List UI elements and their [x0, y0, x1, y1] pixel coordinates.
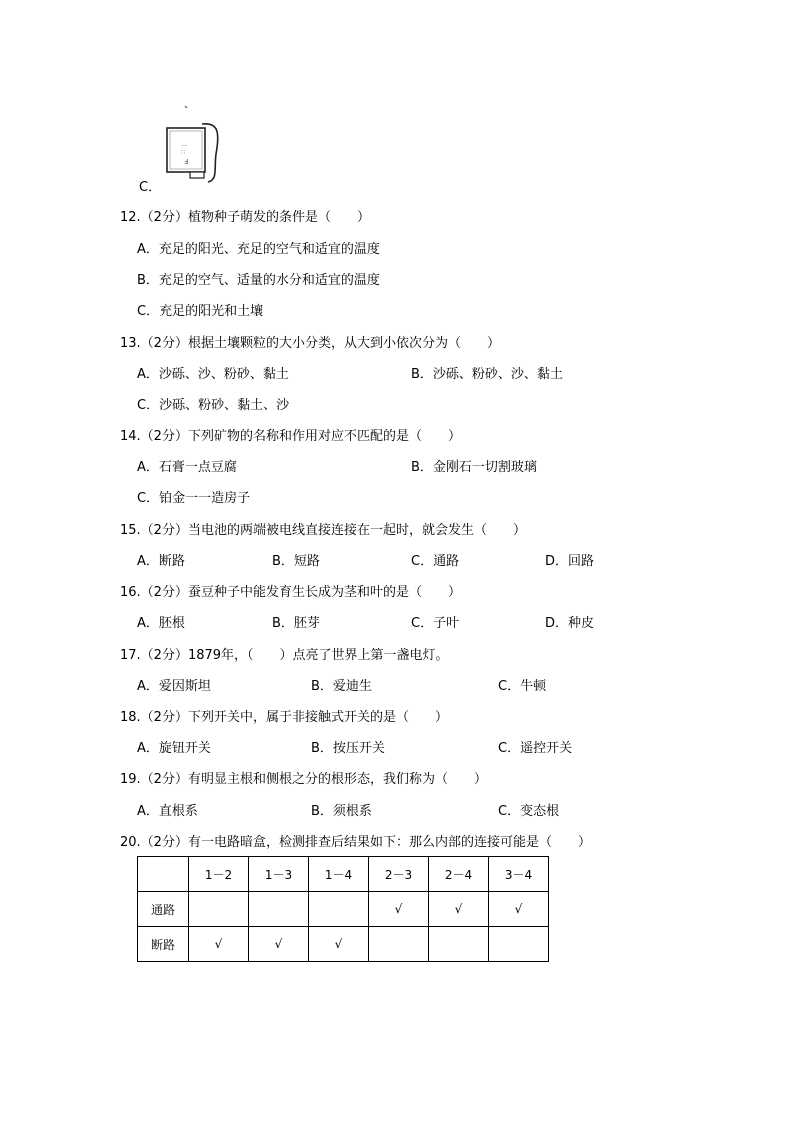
table-cell: √: [369, 892, 429, 927]
question-16-stem: 16.（2分）蚕豆种子中能发育生长成为茎和叶的是（ ）: [120, 585, 461, 600]
question-17-option-c: C．牛顿: [498, 679, 547, 694]
svg-text:∷: ∷: [181, 149, 185, 156]
table-cell: [429, 927, 489, 962]
question-13-option-c: C．沙砾、粉砂、黏土、沙: [137, 398, 290, 413]
question-12-option-c: C．充足的阳光和土壤: [137, 304, 264, 319]
question-12-option-b: B．充足的空气、适量的水分和适宜的温度: [137, 273, 380, 288]
table-cell: [249, 892, 309, 927]
question-15-option-d: D．回路: [545, 554, 595, 569]
question-13-stem: 13.（2分）根据土壤颗粒的大小分类，从大到小依次分为（ ）: [120, 336, 500, 351]
question-18-option-c: C．遥控开关: [498, 741, 573, 756]
table-header-cell: 1－3: [249, 857, 309, 892]
question-15-stem: 15.（2分）当电池的两端被电线直接连接在一起时，就会发生（ ）: [120, 523, 526, 538]
question-14-option-b: B．金刚石一切割玻璃: [411, 460, 537, 475]
table-row-label: 通路: [138, 892, 189, 927]
question-12-option-a: A．充足的阳光、充足的空气和适宜的温度: [137, 242, 380, 257]
question-20-stem: 20.（2分）有一电路暗盒，检测排查后结果如下：那么内部的连接可能是（ ）: [120, 835, 591, 850]
svg-text:…: …: [181, 141, 187, 148]
question-14-option-a: A．石膏一点豆腐: [137, 460, 237, 475]
question-19-option-c: C．变态根: [498, 804, 560, 819]
question-13-option-a: A．沙砾、沙、粉砂、黏土: [137, 367, 289, 382]
table-cell: √: [189, 927, 249, 962]
table-cell: [189, 892, 249, 927]
question-18-option-b: B．按压开关: [311, 741, 385, 756]
question-14-stem: 14.（2分）下列矿物的名称和作用对应不匹配的是（ ）: [120, 429, 461, 444]
question-19-stem: 19.（2分）有明显主根和侧根之分的根形态，我们称为（ ）: [120, 772, 487, 787]
table-header-cell: 3－4: [489, 857, 549, 892]
table-cell: [369, 927, 429, 962]
circuit-test-table: [137, 856, 549, 962]
question-19-option-a: A．直根系: [137, 804, 198, 819]
table-header-cell: 1－2: [189, 857, 249, 892]
question-13-option-b: B．沙砾、粉砂、沙、黏土: [411, 367, 563, 382]
table-header-cell: 1－4: [309, 857, 369, 892]
table-header-row: [138, 857, 549, 892]
table-cell: √: [489, 892, 549, 927]
table-cell: √: [429, 892, 489, 927]
question-17-option-a: A．爱因斯坦: [137, 679, 211, 694]
table-cell: √: [249, 927, 309, 962]
table-cell: [309, 892, 369, 927]
question-16-option-c: C．子叶: [411, 616, 460, 631]
svg-text:Ⅎ: Ⅎ: [184, 158, 189, 166]
question-17-option-b: B．爱迪生: [311, 679, 372, 694]
question-18-stem: 18.（2分）下列开关中，属于非接触式开关的是（ ）: [120, 710, 448, 725]
question-16-option-b: B．胚芽: [272, 616, 320, 631]
question-15-option-a: A．断路: [137, 554, 185, 569]
question-15-option-c: C．通路: [411, 554, 460, 569]
table-cell: [489, 927, 549, 962]
question-19-option-b: B．须根系: [311, 804, 372, 819]
question-16-option-a: A．胚根: [137, 616, 185, 631]
device-sketch-figure: [158, 102, 220, 188]
table-row: [138, 892, 549, 927]
table-header-cell: 2－3: [369, 857, 429, 892]
question-18-option-a: A．旋钮开关: [137, 741, 211, 756]
question-16-option-d: D．种皮: [545, 616, 595, 631]
question-15-option-b: B．短路: [272, 554, 320, 569]
table-row: [138, 927, 549, 962]
table-cell: √: [309, 927, 369, 962]
table-row-label: 断路: [138, 927, 189, 962]
question-12-stem: 12.（2分）植物种子萌发的条件是（ ）: [120, 210, 370, 225]
figure-option-label: C．: [139, 180, 162, 195]
question-17-stem: 17.（2分）1879年，（ ）点亮了世界上第一盏电灯。: [120, 648, 449, 663]
table-header-cell: 2－4: [429, 857, 489, 892]
question-14-option-c: C．铂金一一造房子: [137, 491, 251, 506]
table-header-cell: [138, 857, 189, 892]
